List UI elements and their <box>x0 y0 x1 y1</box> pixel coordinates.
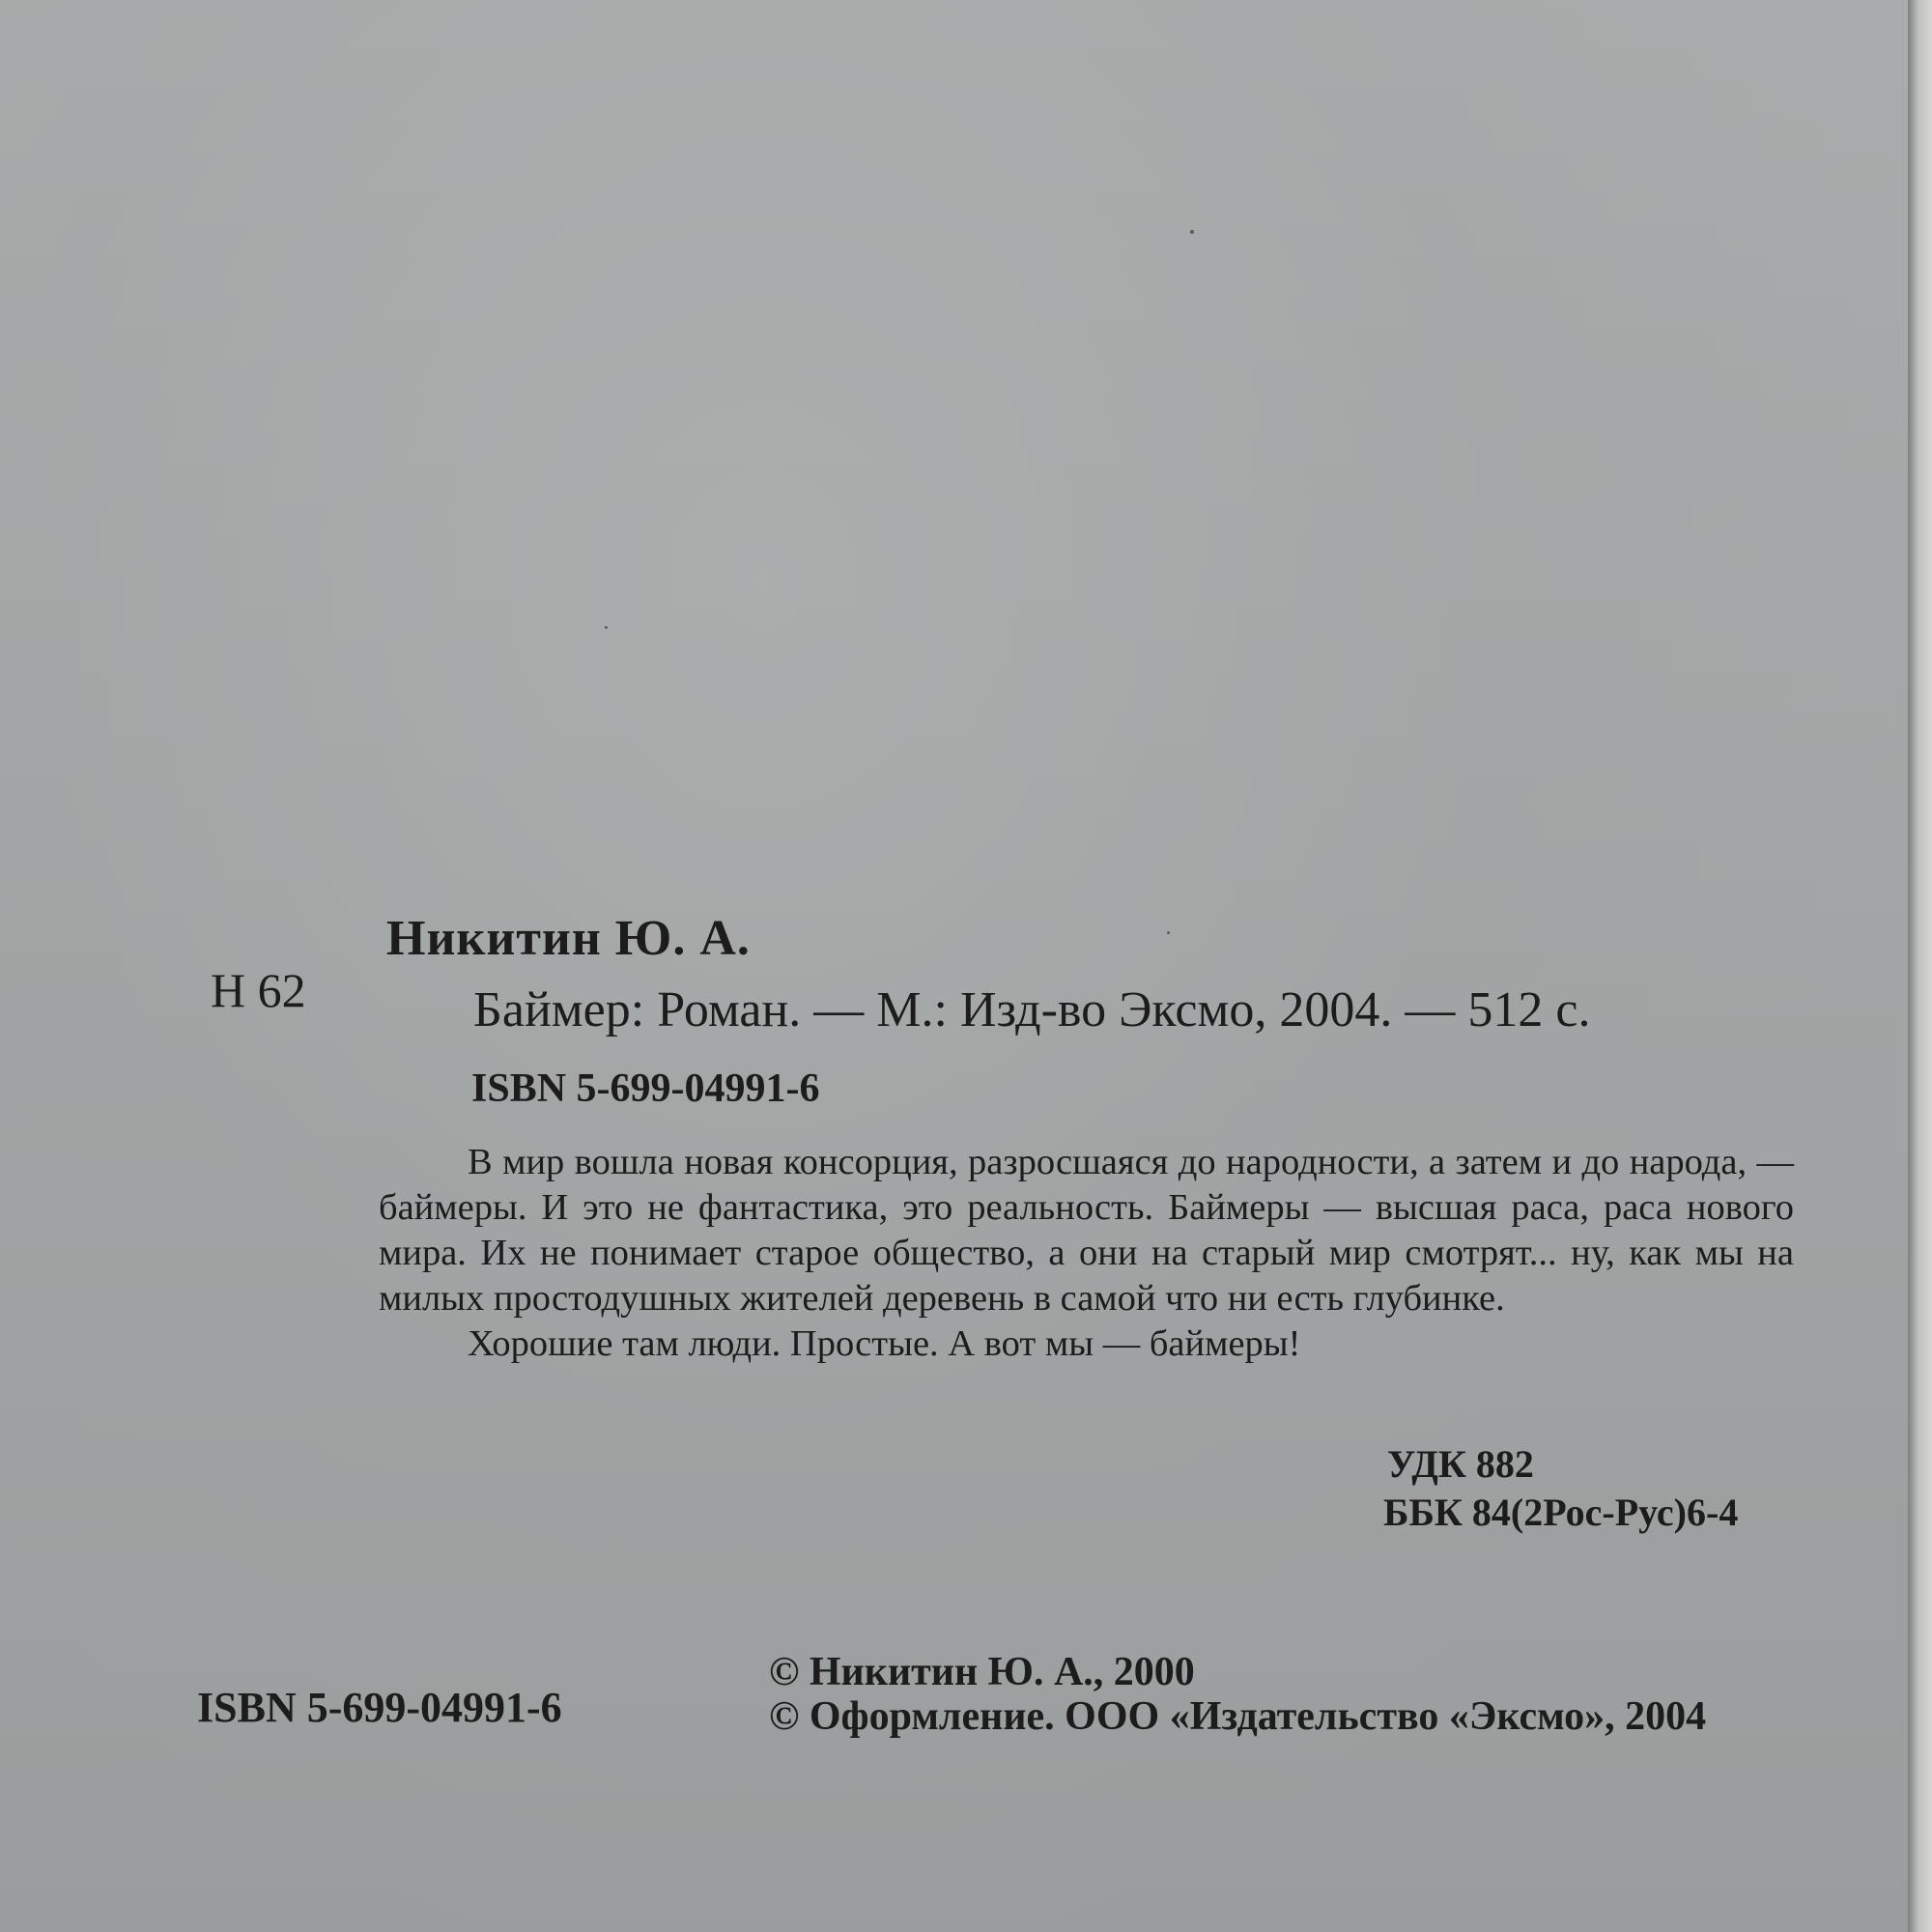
page-edge <box>1908 0 1932 1932</box>
catalog-code: Н 62 <box>211 963 306 1017</box>
paper-speck <box>605 626 608 629</box>
paper-speck <box>1190 230 1194 234</box>
author-name: Никитин Ю. А. <box>386 911 751 966</box>
paper-speck <box>1167 931 1170 934</box>
isbn-bottom: ISBN 5-699-04991-6 <box>197 1684 562 1731</box>
copyright-author: © Никитин Ю. А., 2000 <box>769 1650 1195 1694</box>
bibliographic-line: Баймер: Роман. — М.: Изд-во Эксмо, 2004. — 512 с. <box>473 982 1591 1037</box>
udk-code: УДК 882 <box>1387 1442 1534 1486</box>
copyright-design: © Оформление. ООО «Издательство «Эксмо», 2004 <box>769 1694 1707 1739</box>
annotation <box>379 1140 1794 1367</box>
isbn: ISBN 5-699-04991-6 <box>471 1066 820 1111</box>
annotation-paragraph: В мир вошла новая консорция, разросшаяся до народности, а затем и до народа, — баймеры. И это не фантастика, это реальность. Баймеры — высшая раса, раса нового мира. Их не понимает старое общество, а они на старый мир смотрят... ну, как мы на милых простодушных жителей деревень в самой что ни есть глубинке. <box>379 1142 1794 1319</box>
bbk-code: ББК 84(2Рос-Рус)6-4 <box>1383 1491 1739 1534</box>
annotation-paragraph: Хорошие там люди. Простые. А вот мы — баймеры! <box>468 1323 1301 1364</box>
